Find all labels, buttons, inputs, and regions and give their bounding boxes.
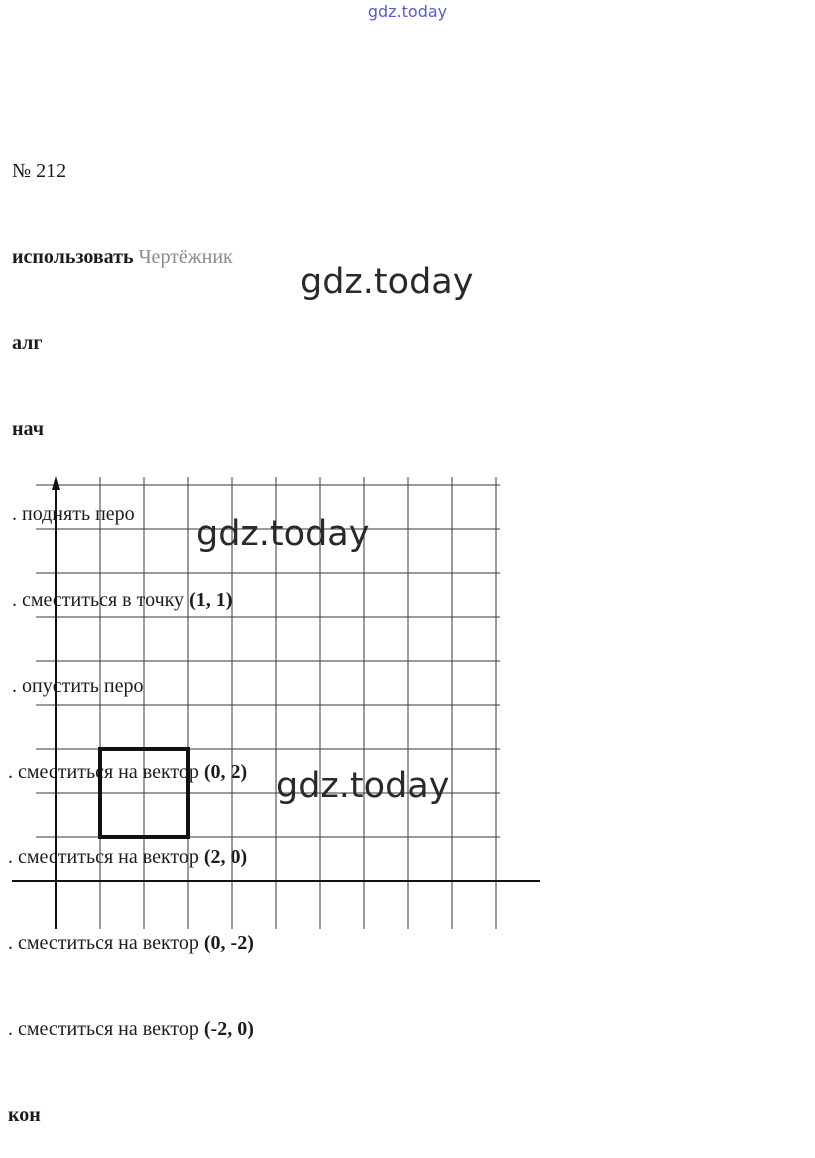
site-header[interactable]: gdz.today	[367, 2, 448, 21]
command-argument: (0, -2)	[203, 932, 254, 955]
alg-keyword: алг	[12, 331, 43, 354]
watermark: gdz.today	[276, 766, 450, 806]
executor-name: Чертёжник	[138, 245, 233, 268]
watermark: gdz.today	[196, 514, 370, 554]
y-axis-arrow	[52, 476, 60, 490]
begin-keyword: нач	[12, 417, 45, 440]
command-argument: (-2, 0)	[203, 1018, 254, 1040]
use-keyword: использовать	[12, 245, 134, 268]
command-argument: (0, 2)	[203, 760, 248, 783]
watermark: gdz.today	[300, 262, 474, 302]
command-text: . опустить перо	[12, 674, 144, 697]
use-statement	[12, 243, 254, 272]
code-line	[8, 1015, 254, 1044]
command-text: . сместиться на вектор	[8, 1018, 204, 1040]
command-text: . сместиться на вектор	[8, 932, 204, 955]
command-text: . поднять перо	[12, 503, 135, 526]
command-text: . сместиться на вектор	[8, 760, 204, 783]
command-argument: (1, 1)	[189, 589, 233, 612]
end-keyword: кон	[8, 1103, 41, 1126]
command-argument: (2, 0)	[203, 846, 248, 869]
task-number: № 212	[12, 160, 67, 183]
command-text: . сместиться в точку	[12, 589, 190, 612]
command-text: . сместиться на вектор	[8, 846, 204, 869]
